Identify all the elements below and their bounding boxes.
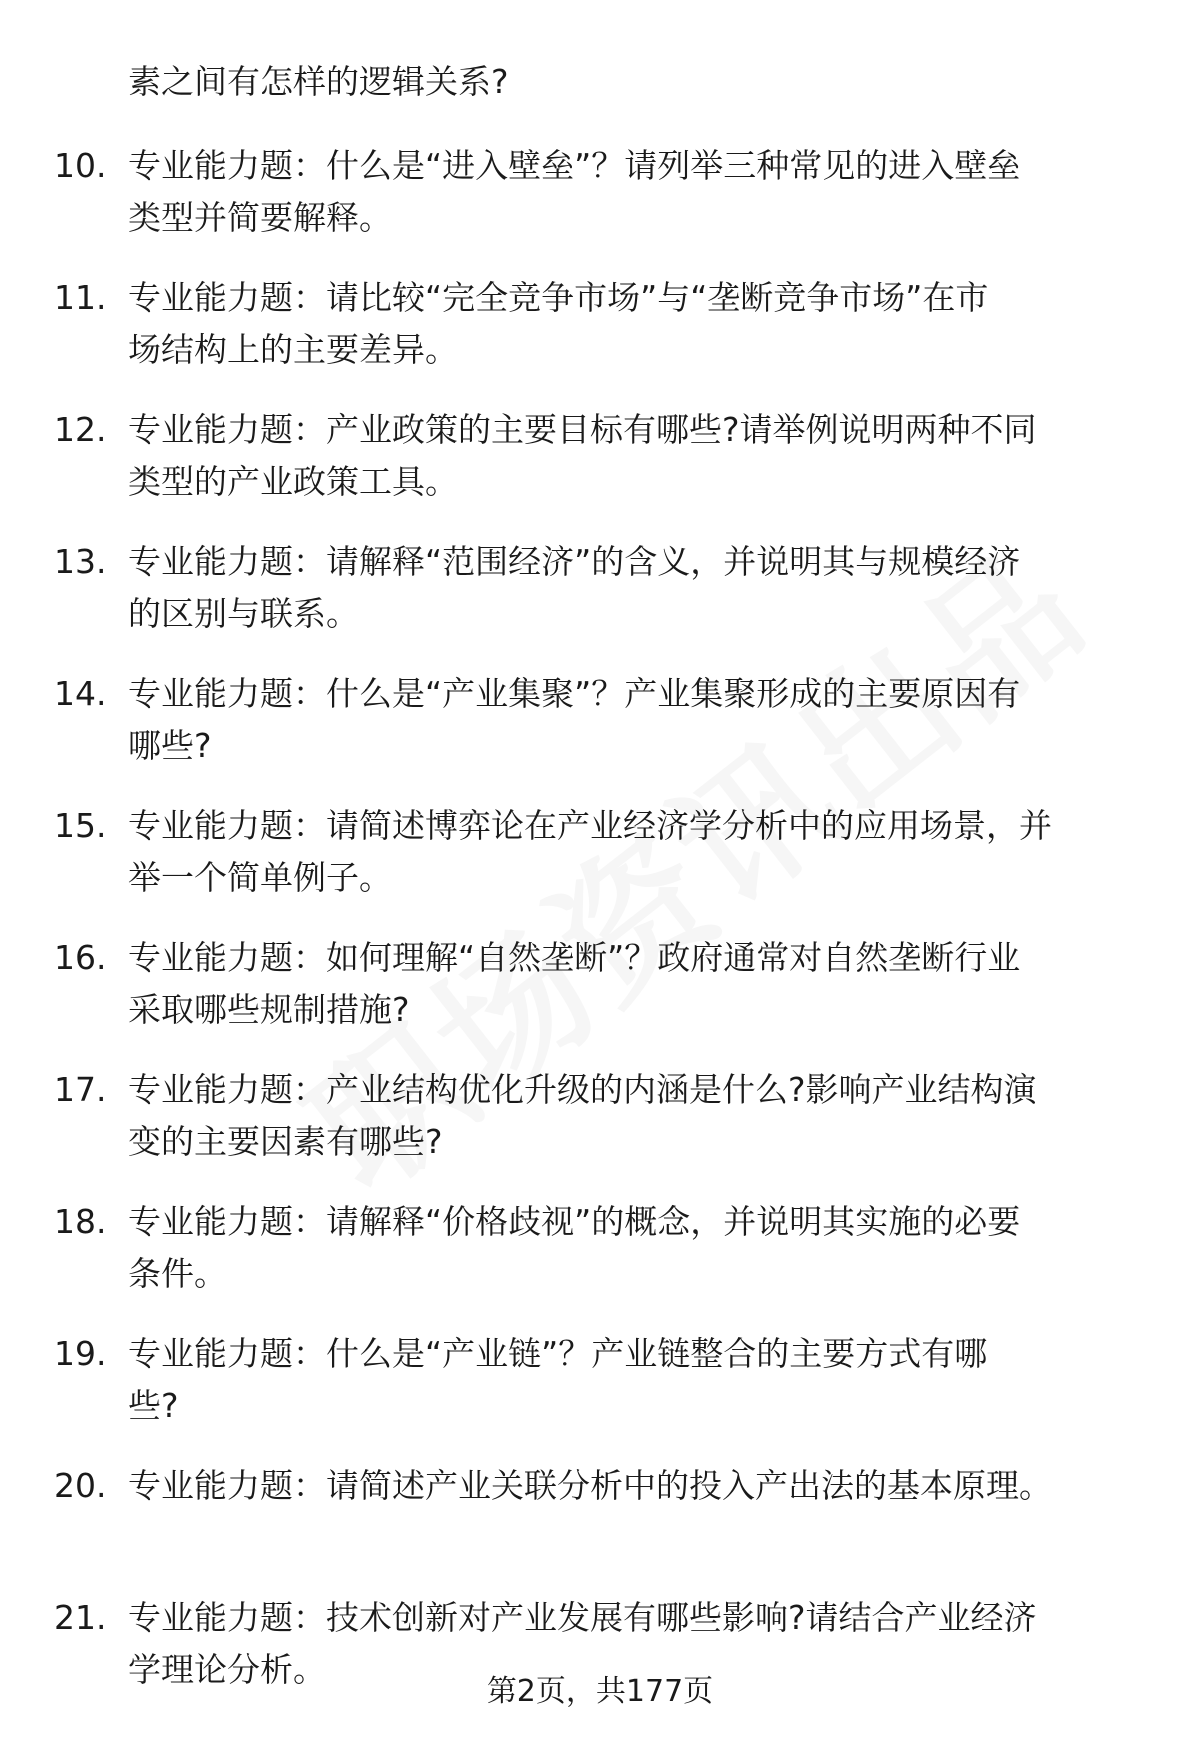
question-text	[128, 668, 1140, 772]
question-line: 些?	[128, 1386, 179, 1425]
question-item	[0, 1328, 1200, 1460]
question-line: 专业能力题：请比较“完全竞争市场”与“垄断竞争市场”在市	[128, 278, 989, 317]
question-number: 19.	[54, 1334, 107, 1373]
question-line: 专业能力题：请解释“价格歧视”的概念，并说明其实施的必要	[128, 1202, 1021, 1241]
question-line: 专业能力题：如何理解“自然垄断”？政府通常对自然垄断行业	[128, 938, 1021, 977]
question-text	[128, 1460, 1140, 1512]
question-line: 哪些?	[128, 726, 212, 765]
question-text	[128, 800, 1140, 904]
question-text	[128, 932, 1140, 1036]
question-item	[0, 932, 1200, 1064]
question-text	[128, 1196, 1140, 1300]
question-item	[0, 1196, 1200, 1328]
question-line: 类型的产业政策工具。	[128, 462, 458, 501]
question-line: 采取哪些规制措施?	[128, 990, 410, 1029]
question-number: 10.	[54, 146, 107, 185]
question-item	[0, 404, 1200, 536]
question-text	[128, 1328, 1140, 1432]
question-item	[0, 272, 1200, 404]
question-text	[128, 536, 1140, 640]
question-line: 专业能力题：什么是“产业链”？产业链整合的主要方式有哪	[128, 1334, 988, 1373]
question-line: 专业能力题：请简述产业关联分析中的投入产出法的基本原理。	[128, 1466, 1052, 1505]
question-line: 专业能力题：产业政策的主要目标有哪些?请举例说明两种不同	[128, 410, 1037, 449]
question-line: 举一个简单例子。	[128, 858, 392, 897]
question-line: 专业能力题：请解释“范围经济”的含义，并说明其与规模经济	[128, 542, 1021, 581]
question-number: 11.	[54, 278, 107, 317]
question-line: 场结构上的主要差异。	[128, 330, 458, 369]
question-item	[0, 668, 1200, 800]
question-item	[0, 1460, 1200, 1592]
question-line: 的区别与联系。	[128, 594, 359, 633]
question-number: 16.	[54, 938, 107, 977]
question-number: 17.	[54, 1070, 107, 1109]
question-text	[128, 272, 1140, 376]
question-item	[0, 1064, 1200, 1196]
question-number: 18.	[54, 1202, 107, 1241]
question-line: 条件。	[128, 1254, 227, 1293]
question-item	[0, 140, 1200, 272]
question-number: 12.	[54, 410, 107, 449]
question-line: 专业能力题：产业结构优化升级的内涵是什么?影响产业结构演	[128, 1070, 1037, 1109]
question-number: 21.	[54, 1598, 107, 1637]
question-line: 专业能力题：什么是“进入壁垒”？请列举三种常见的进入壁垒	[128, 146, 1021, 185]
question-text	[128, 140, 1140, 244]
question-list	[0, 140, 1200, 1724]
question-number: 15.	[54, 806, 107, 845]
question-text	[128, 404, 1140, 508]
question-text	[128, 1064, 1140, 1168]
question-number: 14.	[54, 674, 107, 713]
question-line: 类型并简要解释。	[128, 198, 392, 237]
question-number: 13.	[54, 542, 107, 581]
question-line: 学理论分析。	[128, 1650, 326, 1689]
question-item	[0, 536, 1200, 668]
question-line: 变的主要因素有哪些?	[128, 1122, 443, 1161]
continued-text: 素之间有怎样的逻辑关系?	[128, 62, 509, 101]
question-line: 专业能力题：什么是“产业集聚”？产业集聚形成的主要原因有	[128, 674, 1021, 713]
question-number: 20.	[54, 1466, 107, 1505]
question-item	[0, 800, 1200, 932]
question-line: 专业能力题：请简述博弈论在产业经济学分析中的应用场景，并	[128, 806, 1052, 845]
page-footer: 第2页，共177页	[486, 1674, 714, 1709]
question-line: 专业能力题：技术创新对产业发展有哪些影响?请结合产业经济	[128, 1598, 1037, 1637]
